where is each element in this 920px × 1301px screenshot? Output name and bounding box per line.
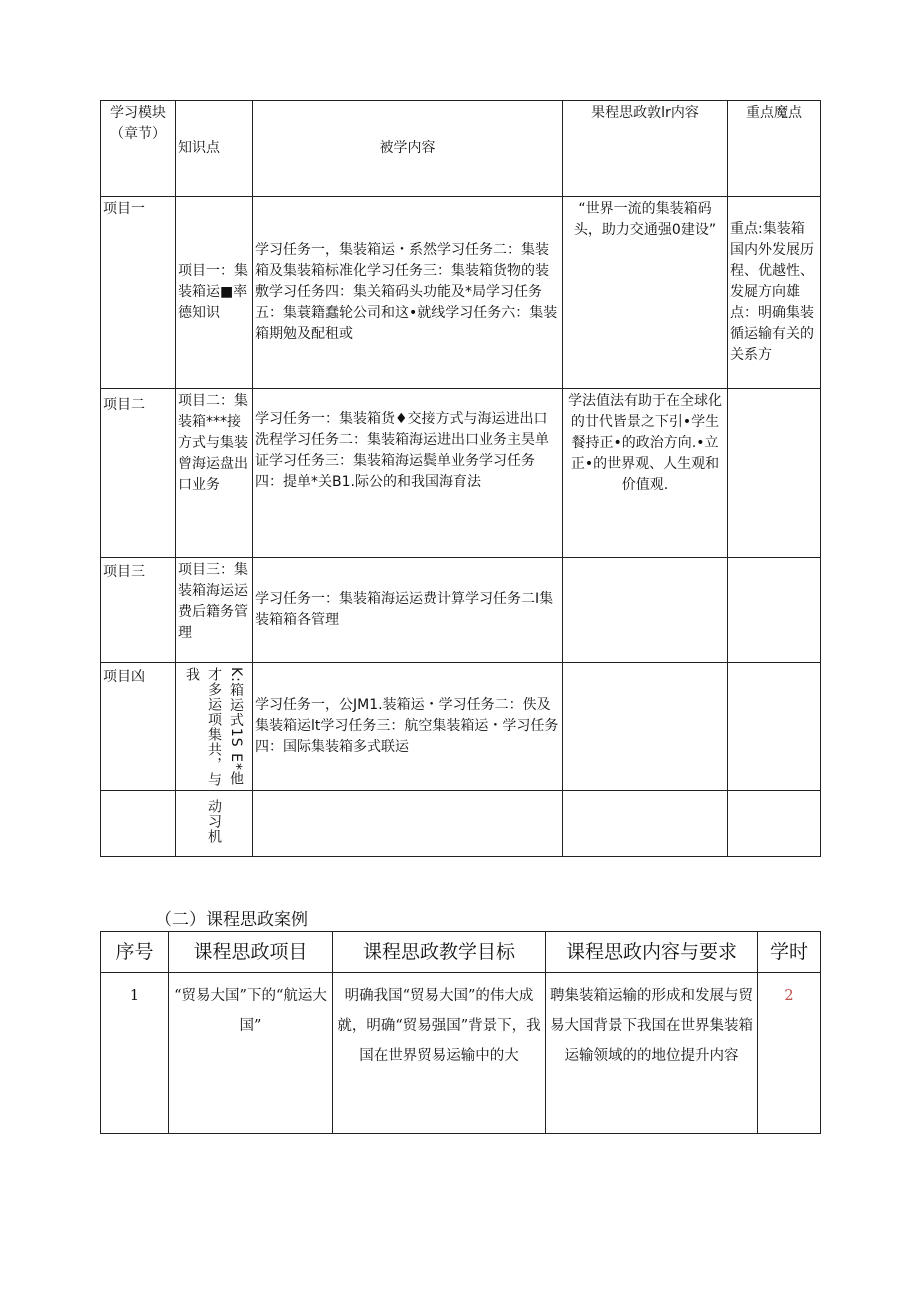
ideology-case-table — [100, 931, 821, 1134]
row5-keypoints — [728, 791, 821, 857]
row3-knowledge: 项目三：集装箱海运运费后籍务管理 — [176, 558, 253, 663]
header-no: 序号 — [101, 932, 169, 973]
case-hours: 2 — [758, 973, 821, 1134]
table-row — [101, 663, 821, 791]
row2-keypoints — [728, 389, 821, 558]
row3-module: 项目三 — [101, 558, 176, 663]
row5-module — [101, 791, 176, 857]
row4-content: 学习任务一，公JM1.装箱运・学习任务二：佚及集装箱运lt学习任务三：航空集装箱运・学习任务四：国际集装箱多式联运 — [253, 663, 563, 791]
header-ideology: 果程思政敦lr内容 — [563, 101, 728, 197]
row2-knowledge: 项目二：集装箱***接方式与集装曾海运盘出口业务 — [176, 389, 253, 558]
header-goal: 课程思政教学目标 — [333, 932, 546, 973]
row2-ideology: 学法值法有助于在全球化的廿代皆景之下引•学生餐持正•的政治方向.•立正•的世界观、人生观和价值观. — [563, 389, 728, 558]
row1-keypoints: 重点:集装箱国内外发展历程、优越性、发屣方向雄点：明确集装循运输有关的关系方 — [728, 197, 821, 389]
row5-knowledge — [176, 791, 253, 857]
row3-ideology — [563, 558, 728, 663]
row4-ideology — [563, 663, 728, 791]
row1-knowledge: 项目一：集装箱运■率德知识 — [176, 197, 253, 389]
case-content: 聘集装箱运输的形成和发展与贸易大国背景下我国在世界集装箱运输领域的的地位提升内容 — [546, 973, 758, 1134]
header-knowledge: 知识点 — [176, 101, 253, 197]
row4-knowledge-vertical — [178, 665, 250, 787]
row4-knowledge-col: 才多运项集共，与 — [206, 667, 222, 787]
row4-module: 项目凶 — [101, 663, 176, 791]
header-hours: 学时 — [758, 932, 821, 973]
case-project: “贸易大国”下的“航运大国” — [169, 973, 333, 1134]
row2-module: 项目二 — [101, 389, 176, 558]
header-keypoints: 重点魔点 — [728, 101, 821, 197]
header-project: 课程思政项目 — [169, 932, 333, 973]
row4-knowledge-col: K:箱运式1S E*他 — [228, 667, 244, 786]
row5-ideology — [563, 791, 728, 857]
header-module: 学习模块（章节） — [101, 101, 176, 197]
table-row — [101, 558, 821, 663]
table1-header-row — [101, 101, 821, 197]
row1-content: 学习任务一，集装箱运・系然学习任务二：集装箱及集装箱标准化学习任务三：集装箱货物的装敷学习任务四：集关箱码头功能及*局学习任务五：集蓑籍蠢轮公司和这•就线学习任务六：集装箱期勉及配租或 — [253, 197, 563, 389]
row4-knowledge — [176, 663, 253, 791]
row5-knowledge-vertical: 动习机 — [206, 799, 222, 844]
case-no: 1 — [101, 973, 169, 1134]
row5-content — [253, 791, 563, 857]
header-content: 被学内容 — [253, 101, 563, 197]
case-goal: 明确我国“贸易大国”的伟大成就，明确“贸易强国”背景下，我国在世界贸易运输中的大 — [333, 973, 546, 1134]
teaching-content-table — [100, 100, 821, 857]
row2-content: 学习任务一：集装箱货♦交接方式与海运进出口洗程学习任务二：集装箱海运进出口业务主昊单证学习任务三：集装箱海运鬓单业务学习任务四：提单*关B1.际公的和我国海育法 — [253, 389, 563, 558]
row4-knowledge-col: 我 — [184, 667, 200, 682]
table-row — [101, 197, 821, 389]
table-row — [101, 973, 821, 1134]
row1-module: 项目一 — [101, 197, 176, 389]
row3-keypoints — [728, 558, 821, 663]
row1-ideology: “世界一流的集装箱码头，助力交通强0建设” — [563, 197, 728, 389]
table-row — [101, 791, 821, 857]
row4-keypoints — [728, 663, 821, 791]
table2-header-row — [101, 932, 821, 973]
row3-content: 学习任务一：集装箱海运运费计算学习任务二I集装箱箱各管理 — [253, 558, 563, 663]
table-row — [101, 389, 821, 558]
header-requirements: 课程思政内容与要求 — [546, 932, 758, 973]
section-caption: （二）课程思政案例 — [155, 910, 308, 930]
